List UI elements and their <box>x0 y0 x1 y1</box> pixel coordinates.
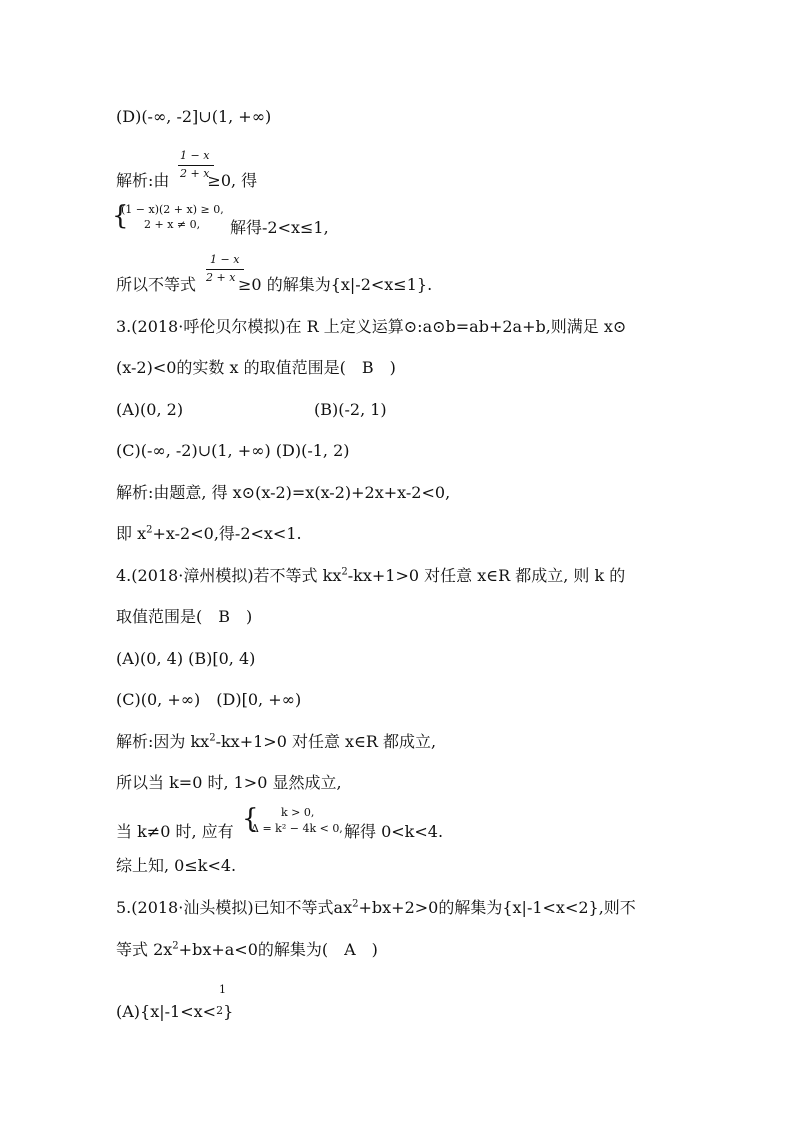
q4-options-cd: (C)(0, +∞) (D)[0, +∞) <box>116 690 302 709</box>
q3-solution-2 <box>116 524 302 544</box>
q4-solution-1-pre: 解析:因为 kx <box>116 732 210 751</box>
fraction-1-numerator: 1 − x <box>180 149 210 162</box>
option-d-line: (D)(-∞, -2]∪(1, +∞) <box>116 107 272 126</box>
solution-line-conclusion <box>116 275 432 295</box>
solution-line-1 <box>116 171 257 191</box>
superscript: 2 <box>341 566 348 578</box>
system-1-result: 解得-2<x≤1, <box>230 218 329 237</box>
superscript: 2 <box>209 732 216 744</box>
q5-option-a-pre: (A){x|-1<x< <box>116 1002 217 1021</box>
system-2-row-b: Δ = k² − 4k < 0, <box>251 822 343 835</box>
q4-solution-4: 综上知, 0≤k<4. <box>116 856 237 875</box>
q5-stem-post: +bx+2>0的解集为{x|-1<x<2},则不 <box>358 898 636 917</box>
q5-option-a-post: } <box>223 1002 234 1021</box>
q5-option-a <box>116 1002 233 1024</box>
q4-stem-line-2: 取值范围是( B ) <box>116 607 253 626</box>
q3-solution-2-pre: 即 x <box>116 524 147 543</box>
system-1-row-b: 2 + x ≠ 0, <box>144 218 201 231</box>
q4-solution-3-pre: 当 k≠0 时, 应有 <box>116 822 234 841</box>
superscript: 2 <box>172 940 179 952</box>
fraction-3-denominator: 2 <box>216 1004 224 1017</box>
system-2-row-a: k > 0, <box>281 806 315 819</box>
conclusion-prefix: 所以不等式 <box>116 275 197 294</box>
system-1-brace: { <box>112 201 129 231</box>
solution-prefix: 解析:由 <box>116 171 170 190</box>
q3-options-cd: (C)(-∞, -2)∪(1, +∞) (D)(-1, 2) <box>116 441 350 460</box>
q5-stem-line-2 <box>116 940 378 960</box>
q3-option-b: (B)(-2, 1) <box>314 400 387 419</box>
q5-stem-line-1 <box>116 898 636 918</box>
fraction-2-denominator: 2 + x <box>206 271 236 284</box>
fraction-2-numerator: 1 − x <box>210 253 240 266</box>
system-2-brace: { <box>242 804 259 834</box>
q5-stem-2-pre: 等式 2x <box>116 940 173 959</box>
q3-stem-line-2: (x-2)<0的实数 x 的取值范围是( B ) <box>116 358 396 377</box>
q4-solution-1-post: -kx+1>0 对任意 x∈R 都成立, <box>215 732 437 751</box>
fraction-1-bar <box>178 165 214 166</box>
q4-stem-line-1 <box>116 566 625 586</box>
q3-solution-2-post: +x-2<0,得-2<x<1. <box>152 524 302 543</box>
q4-solution-3-post: 解得 0<k<4. <box>344 822 444 841</box>
conclusion-suffix: ≥0 的解集为{x|-2<x≤1}. <box>238 275 433 294</box>
fraction-1-denominator: 2 + x <box>180 167 210 180</box>
q3-stem-line-1: 3.(2018·呼伦贝尔模拟)在 R 上定义运算⊙:a⊙b=ab+2a+b,则满足 x⊙ <box>116 317 627 336</box>
superscript: 2 <box>352 898 359 910</box>
q4-solution-2: 所以当 k=0 时, 1>0 显然成立, <box>116 773 342 792</box>
q4-options-ab: (A)(0, 4) (B)[0, 4) <box>116 649 256 668</box>
solution-suffix: ≥0, 得 <box>207 171 258 190</box>
q5-stem-pre: 5.(2018·汕头模拟)已知不等式ax <box>116 898 353 917</box>
q3-option-a: (A)(0, 2) <box>116 400 184 419</box>
q4-solution-1 <box>116 732 436 752</box>
q4-stem-post: -kx+1>0 对任意 x∈R 都成立, 则 k 的 <box>347 566 626 585</box>
fraction-2-bar <box>206 269 244 270</box>
superscript: 2 <box>146 524 153 536</box>
fraction-3-numerator: 1 <box>219 983 226 996</box>
system-1-row-a: (1 − x)(2 + x) ≥ 0, <box>121 203 224 216</box>
q3-solution-1: 解析:由题意, 得 x⊙(x-2)=x(x-2)+2x+x-2<0, <box>116 483 451 502</box>
q4-stem-pre: 4.(2018·漳州模拟)若不等式 kx <box>116 566 342 585</box>
q5-stem-2-post: +bx+a<0的解集为( A ) <box>178 940 378 959</box>
